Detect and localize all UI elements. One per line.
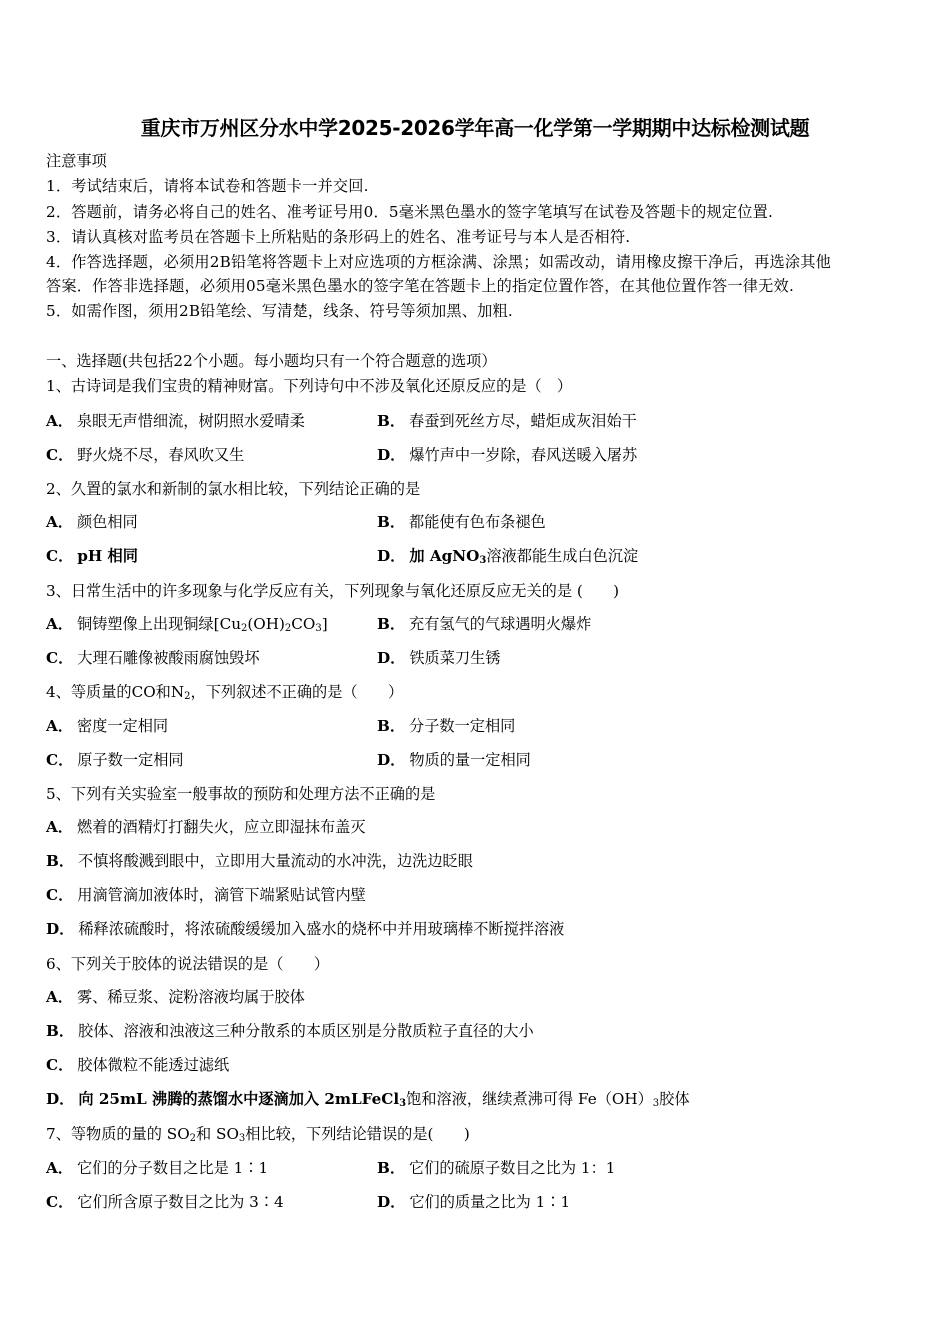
question-5-option-b bbox=[46, 851, 473, 871]
page-title: 重庆市万州区分水中学2025-2026学年高一化学第一学期期中达标检测试题 bbox=[140, 116, 810, 140]
option-text: 爆竹声中一岁除，春风送暖入屠苏 bbox=[409, 446, 638, 464]
question-4-stem bbox=[46, 682, 403, 702]
option-label: A． bbox=[46, 717, 73, 735]
option-label: A． bbox=[46, 818, 73, 836]
option-label: B． bbox=[377, 513, 406, 531]
subscript: 3 bbox=[399, 1098, 407, 1109]
question-5-option-d bbox=[46, 919, 564, 939]
subscript: 3 bbox=[315, 623, 322, 634]
option-text: 不慎将酸溅到眼中，立即用大量流动的水冲洗，边洗边眨眼 bbox=[78, 852, 473, 870]
option-text: pH 相同 bbox=[77, 547, 138, 565]
section-heading: 一、选择题(共包括22个小题。每小题均只有一个符合题意的选项） bbox=[46, 352, 497, 370]
notice-item-5: 5．如需作图，须用2B铅笔绘、写清楚，线条、符号等须加黑、加粗. bbox=[46, 302, 513, 320]
option-text: 燃着的酒精灯打翻失火，应立即湿抹布盖灭 bbox=[76, 818, 366, 836]
option-label: C． bbox=[46, 649, 74, 667]
option-label: A． bbox=[46, 1159, 73, 1177]
question-3-option-b bbox=[377, 614, 591, 634]
option-text: 都能使有色布条褪色 bbox=[409, 513, 546, 531]
option-text: ] bbox=[321, 615, 328, 633]
option-text: 加 AgNO bbox=[409, 547, 480, 565]
option-text: 分子数一定相同 bbox=[409, 717, 516, 735]
stem-text: 和 SO bbox=[196, 1125, 239, 1143]
option-label: C． bbox=[46, 446, 74, 464]
option-label: D． bbox=[377, 751, 406, 769]
option-label: C． bbox=[46, 886, 74, 904]
option-text: 雾、稀豆浆、淀粉溶液均属于胶体 bbox=[76, 988, 305, 1006]
option-label: A． bbox=[46, 615, 73, 633]
question-1-option-b bbox=[377, 411, 637, 431]
question-1-stem: 1、古诗词是我们宝贵的精神财富。下列诗句中不涉及氧化还原反应的是（ ） bbox=[46, 377, 573, 395]
question-1-option-c bbox=[46, 445, 244, 465]
option-text: 充有氢气的气球遇明火爆炸 bbox=[409, 615, 592, 633]
question-6-option-c bbox=[46, 1055, 229, 1075]
stem-text: 相比较，下列结论错误的是( ) bbox=[245, 1125, 470, 1143]
question-2-option-c bbox=[46, 546, 138, 566]
option-text: 向 25mL 沸腾的蒸馏水中逐滴加入 2mLFeCl bbox=[78, 1090, 400, 1108]
question-7-option-a bbox=[46, 1158, 268, 1178]
option-text: 它们的分子数目之比是 1∶1 bbox=[76, 1159, 269, 1177]
option-text: (OH) bbox=[247, 615, 285, 633]
option-text: 用滴管滴加液体时，滴管下端紧贴试管内壁 bbox=[77, 886, 366, 904]
option-label: A． bbox=[46, 513, 73, 531]
option-label: B． bbox=[377, 615, 406, 633]
question-4-option-c bbox=[46, 750, 184, 770]
stem-text: ，下列叙述不正确的是（ ） bbox=[190, 683, 404, 701]
option-label: A． bbox=[46, 988, 73, 1006]
option-text: 它们的质量之比为 1∶1 bbox=[409, 1193, 571, 1211]
stem-text: 4、等质量的CO和N bbox=[46, 683, 185, 701]
question-4-option-d bbox=[377, 750, 531, 770]
option-label: D． bbox=[377, 446, 406, 464]
notice-item-2: 2．答题前，请务必将自己的姓名、准考证号用0．5毫米黑色墨水的签字笔填写在试卷及答题卡的规定位置. bbox=[46, 203, 774, 221]
question-7-stem bbox=[46, 1124, 470, 1144]
option-text: 野火烧不尽，春风吹又生 bbox=[77, 446, 245, 464]
question-4-option-b bbox=[377, 716, 515, 736]
question-3-option-d bbox=[377, 648, 500, 668]
option-label: C． bbox=[46, 1193, 74, 1211]
option-label: B． bbox=[46, 852, 75, 870]
option-label: C． bbox=[46, 751, 74, 769]
question-2-option-d bbox=[377, 546, 638, 566]
option-label: B． bbox=[377, 717, 406, 735]
subscript: 3 bbox=[238, 1133, 246, 1144]
option-text: 泉眼无声惜细流，树阴照水爱晴柔 bbox=[76, 412, 305, 430]
question-6-stem: 6、下列关于胶体的说法错误的是（ ） bbox=[46, 955, 330, 973]
notice-heading: 注意事项 bbox=[46, 152, 107, 170]
question-6-option-a bbox=[46, 987, 305, 1007]
option-label: D． bbox=[377, 649, 406, 667]
question-5-stem: 5、下列有关实验室一般事故的预防和处理方法不正确的是 bbox=[46, 785, 436, 803]
notice-item-1: 1．考试结束后，请将本试卷和答题卡一并交回. bbox=[46, 177, 369, 195]
option-text: 溶液都能生成白色沉淀 bbox=[486, 547, 639, 565]
question-5-option-a bbox=[46, 817, 366, 837]
subscript: 3 bbox=[479, 555, 487, 566]
option-label: D． bbox=[46, 1090, 75, 1108]
stem-text: 7、等物质的量的 SO bbox=[46, 1125, 190, 1143]
option-text: 胶体、溶液和浊液这三种分散系的本质区别是分散质粒子直径的大小 bbox=[78, 1022, 534, 1040]
option-text: 物质的量一定相同 bbox=[409, 751, 531, 769]
question-4-option-a bbox=[46, 716, 168, 736]
question-2-stem: 2、久置的氯水和新制的氯水相比较，下列结论正确的是 bbox=[46, 480, 421, 498]
option-text: 铁质菜刀生锈 bbox=[409, 649, 501, 667]
option-label: D． bbox=[377, 1193, 406, 1211]
option-label: C． bbox=[46, 1056, 74, 1074]
question-3-option-a bbox=[46, 614, 328, 634]
option-label: D． bbox=[377, 547, 406, 565]
option-text: 密度一定相同 bbox=[76, 717, 169, 735]
subscript: 2 bbox=[184, 691, 191, 702]
question-7-option-b bbox=[377, 1158, 615, 1178]
option-label: B． bbox=[377, 412, 406, 430]
question-7-option-c bbox=[46, 1192, 284, 1212]
option-label: D． bbox=[46, 920, 75, 938]
notice-item-3: 3．请认真核对监考员在答题卡上所粘贴的条形码上的姓名、准考证号与本人是否相符. bbox=[46, 228, 631, 246]
question-1-option-d bbox=[377, 445, 637, 465]
notice-item-4: 4．作答选择题，必须用2B铅笔将答题卡上对应选项的方框涂满、涂黑；如需改动，请用橡皮擦干净后，再选涂其他 bbox=[46, 253, 832, 271]
option-text: 颜色相同 bbox=[76, 513, 138, 531]
notice-item-4-cont: 答案．作答非选择题，必须用05毫米黑色墨水的签字笔在答题卡上的指定位置作答，在其他位置作答一律无效. bbox=[46, 277, 794, 295]
subscript: 2 bbox=[241, 623, 248, 634]
option-label: B． bbox=[377, 1159, 406, 1177]
question-5-option-c bbox=[46, 885, 366, 905]
option-text: 大理石雕像被酸雨腐蚀毁坏 bbox=[77, 649, 260, 667]
option-text: 铜铸塑像上出现铜绿[Cu bbox=[76, 615, 241, 633]
question-3-stem: 3、日常生活中的许多现象与化学反应有关，下列现象与氧化还原反应无关的是 ( ) bbox=[46, 582, 620, 600]
option-label: C． bbox=[46, 547, 74, 565]
option-text: CO bbox=[291, 615, 316, 633]
option-text: 原子数一定相同 bbox=[77, 751, 184, 769]
question-2-option-a bbox=[46, 512, 138, 532]
subscript: 2 bbox=[189, 1133, 197, 1144]
option-text: 它们的硫原子数目之比为 1：1 bbox=[409, 1159, 616, 1177]
subscript: 2 bbox=[284, 623, 292, 634]
option-text: 它们所含原子数目之比为 3∶4 bbox=[77, 1193, 284, 1211]
question-6-option-d bbox=[46, 1089, 690, 1109]
option-text: 胶体 bbox=[659, 1090, 690, 1108]
option-label: B． bbox=[46, 1022, 75, 1040]
option-text: 春蚕到死丝方尽，蜡炬成灰泪始干 bbox=[409, 412, 637, 430]
question-3-option-c bbox=[46, 648, 260, 668]
question-2-option-b bbox=[377, 512, 546, 532]
option-label: A． bbox=[46, 412, 73, 430]
subscript: 3 bbox=[652, 1098, 660, 1109]
option-text: 饱和溶液，继续煮沸可得 Fe（OH） bbox=[406, 1090, 653, 1108]
question-6-option-b bbox=[46, 1021, 534, 1041]
question-1-option-a bbox=[46, 411, 305, 431]
option-text: 稀释浓硫酸时，将浓硫酸缓缓加入盛水的烧杯中并用玻璃棒不断搅拌溶液 bbox=[78, 920, 565, 938]
option-text: 胶体微粒不能透过滤纸 bbox=[77, 1056, 230, 1074]
question-7-option-d bbox=[377, 1192, 570, 1212]
